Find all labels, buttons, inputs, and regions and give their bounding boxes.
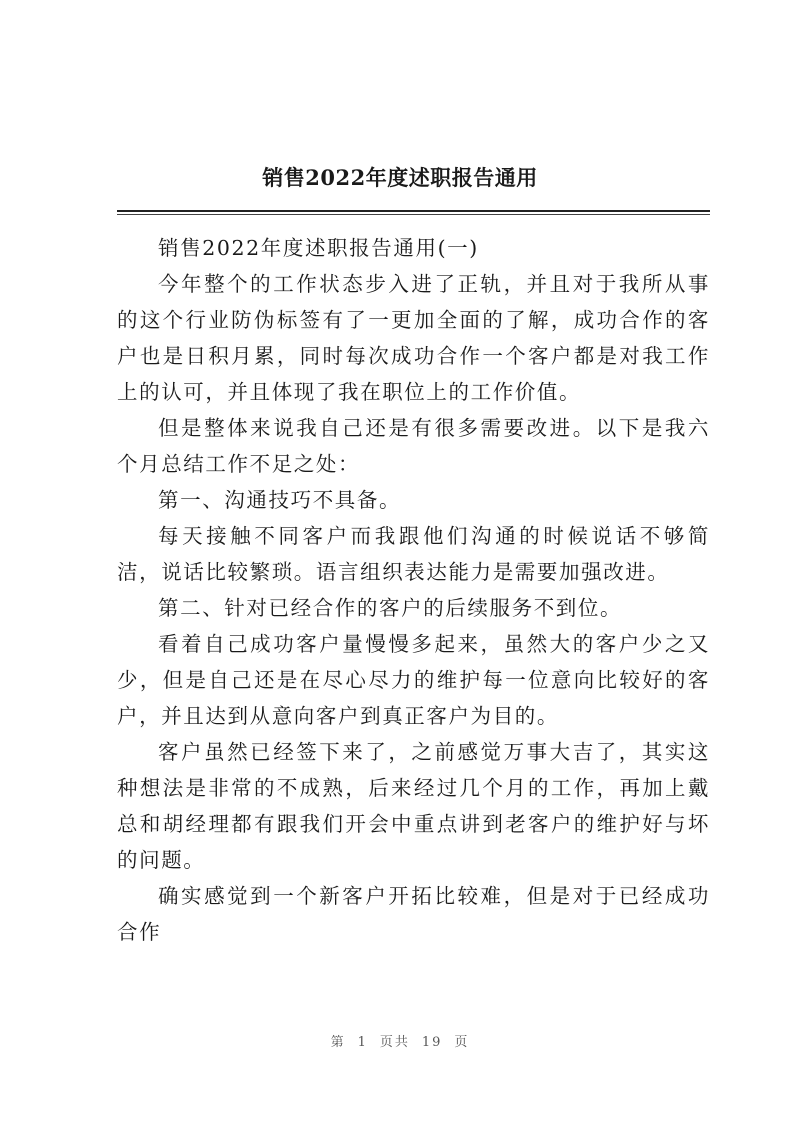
footer-total-pages: 19 [421,1035,443,1050]
paragraph: 客户虽然已经签下来了，之前感觉万事大吉了，其实这种想法是非常的不成熟，后来经过几个月的工作，再加上戴总和胡经理都有跟我们开会中重点讲到老客户的维护好与坏的问题。 [117,740,710,872]
title-divider-thick [117,210,710,212]
footer-label-suffix: 页 [454,1035,470,1050]
paragraph: 看着自己成功客户量慢慢多起来，虽然大的客户少之又少，但是自己还是在尽心尽力的维护每一位意向比较好的客户，并且达到从意向客户到真正客户为目的。 [117,632,710,728]
document-body [117,230,710,950]
footer-label-prefix: 第 [330,1035,346,1050]
paragraph: 销售2022年度述职报告通用(一) [158,236,479,260]
paragraph: 确实感觉到一个新客户开拓比较难，但是对于已经成功合作 [117,884,710,944]
document-title: 销售2022年度述职报告通用 [262,165,538,190]
paragraph: 每天接触不同客户而我跟他们沟通的时候说话不够简洁，说话比较繁琐。语言组织表达能力是需要加强改进。 [117,524,710,584]
footer-label-middle: 页共 [379,1035,410,1050]
footer-current-page: 1 [357,1035,368,1050]
paragraph: 今年整个的工作状态步入进了正轨，并且对于我所从事的这个行业防伪标签有了一更加全面的了解，成功合作的客户也是日积月累，同时每次成功合作一个客户都是对我工作上的认可，并且体现了我在职位上的工作价值。 [117,272,710,404]
paragraph: 第二、针对已经合作的客户的后续服务不到位。 [158,596,623,620]
page-footer [0,1031,800,1050]
paragraph: 第一、沟通技巧不具备。 [158,488,402,512]
paragraph: 但是整体来说我自己还是有很多需要改进。以下是我六个月总结工作不足之处： [117,416,710,476]
title-divider-thin [117,214,710,215]
